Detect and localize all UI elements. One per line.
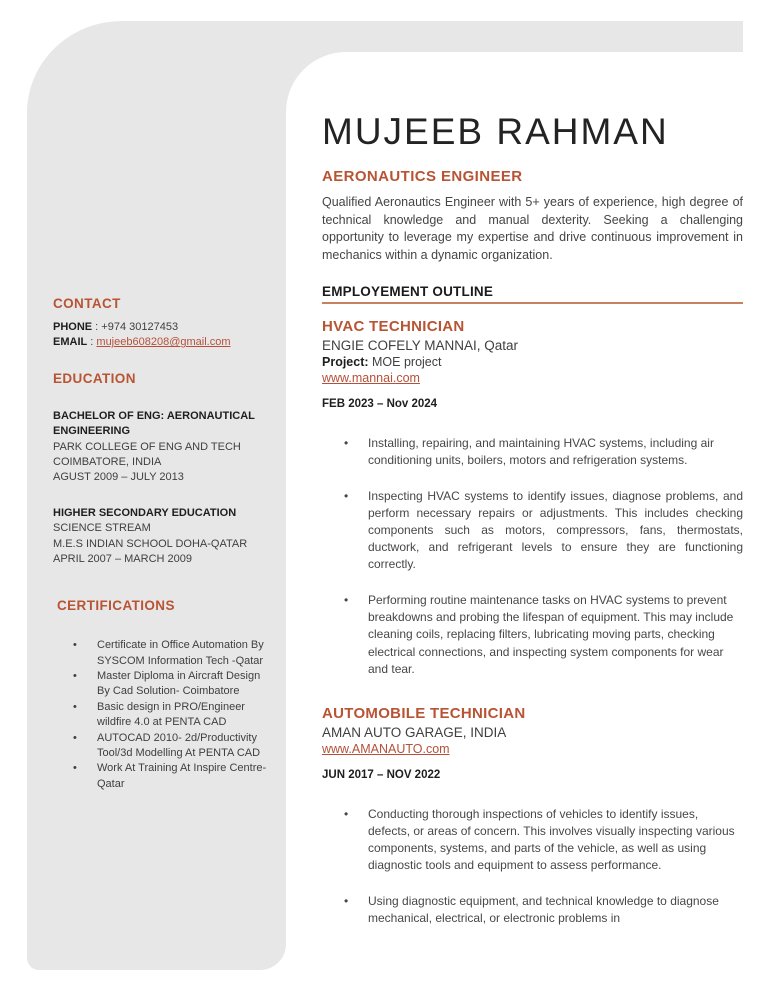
sidebar: [53, 296, 273, 792]
duty-text: Performing routine maintenance tasks on HVAC systems to prevent breakdowns and probing the lifespan of equipment. This may include cleaning coils, replacing filters, lubricating moving parts, checking electrical connections, and inspecting system components for wear and tear.: [368, 593, 734, 676]
phone-value: +974 30127453: [101, 321, 179, 333]
list-item: [53, 761, 273, 792]
page-title: MUJEEB RAHMAN: [322, 111, 669, 152]
education-school: PARK COLLEGE OF ENG AND TECH: [53, 440, 241, 453]
duty-text: Inspecting HVAC systems to identify issues, diagnose problems, and perform necessary repairs or adjustments. This includes checking components such as motors, compressors, fans, thermostats, ductwork, and refrigerant levels to ensure they are functioning correctly.: [368, 489, 743, 572]
duty-text: Conducting thorough inspections of vehicles to identify issues, defects, or areas of concern. This involves visually inspecting various components, systems, and parts of the vehicle, as well as using diagnostic tools and equipment to assess performance.: [368, 806, 735, 872]
list-item: [53, 731, 273, 762]
education-degree: BACHELOR OF ENG: AERONAUTICAL ENGINEERING: [53, 409, 255, 438]
list-item: [322, 806, 743, 874]
certification-text: Basic design in PRO/Engineer wildfire 4.0 at PENTA CAD: [97, 700, 245, 729]
phone-line: [53, 320, 273, 335]
education-stream: SCIENCE STREAM: [53, 522, 151, 535]
list-item: [53, 669, 273, 700]
email-link[interactable]: mujeeb608208@gmail.com: [96, 336, 231, 349]
certifications-heading: CERTIFICATIONS: [57, 598, 175, 614]
list-item: [53, 700, 273, 731]
job-title: AUTOMOBILE TECHNICIAN: [322, 704, 526, 722]
certification-text: Work At Training At Inspire Centre- Qatar: [97, 762, 267, 790]
certification-text: Master Diploma in Aircraft Design By Cad Solution- Coimbatore: [97, 670, 261, 698]
email-label: EMAIL: [53, 336, 88, 349]
bullet-icon: •: [73, 731, 77, 744]
education-heading: EDUCATION: [53, 370, 136, 386]
email-separator: :: [87, 336, 97, 349]
education-entry: [53, 506, 273, 568]
phone-separator: :: [92, 321, 102, 333]
duty-text: Installing, repairing, and maintaining HVAC systems, including air conditioning units, boilers, motors and refrigeration systems.: [368, 436, 714, 468]
job-company: ENGIE COFELY MANNAI, Qatar: [322, 338, 519, 354]
email-line: [53, 335, 273, 350]
contact-heading: CONTACT: [53, 296, 121, 311]
profile-summary: Qualified Aeronautics Engineer with 5+ years of experience, high degree of technical knowledge and manual dexterity. Seeking a challenging opportunity to leverage my expertise and drive continuous improvement in mechanics within a dynamic organization.: [322, 194, 743, 263]
certification-text: Certificate in Office Automation By SYSCOM Information Tech -Qatar: [97, 639, 264, 667]
education-degree: HIGHER SECONDARY EDUCATION: [53, 506, 237, 519]
employment-outline-heading: EMPLOYEMENT OUTLINE: [322, 284, 743, 304]
education-dates: AGUST 2009 – JULY 2013: [53, 471, 184, 484]
list-item: [322, 893, 743, 927]
job-title: HVAC TECHNICIAN: [322, 318, 465, 336]
bullet-icon: •: [73, 639, 77, 652]
job-project-line: [322, 355, 743, 369]
duty-text: Using diagnostic equipment, and technical knowledge to diagnose mechanical, electrical, or electronic problems in: [368, 893, 719, 925]
top-accent-band: [286, 21, 743, 52]
education-entry: [53, 409, 273, 486]
job-duties-list: [322, 435, 743, 677]
job-dates: JUN 2017 – NOV 2022: [322, 768, 441, 781]
job-role-subtitle: AERONAUTICS ENGINEER: [322, 167, 523, 185]
education-location: COIMBATORE, INDIA: [53, 455, 162, 468]
bullet-icon: •: [344, 436, 349, 451]
company-website-link: [322, 742, 743, 756]
job-entry-hvac: [322, 318, 743, 677]
list-item: [322, 592, 743, 677]
project-value: MOE project: [368, 355, 442, 370]
bullet-icon: •: [73, 670, 77, 683]
certifications-list: [53, 638, 273, 792]
contact-block: [53, 320, 273, 351]
phone-label: PHONE: [53, 321, 93, 333]
job-duties-list: [322, 806, 743, 927]
bullet-icon: •: [73, 762, 77, 775]
list-item: [53, 638, 273, 669]
list-item: [322, 488, 743, 573]
certification-text: AUTOCAD 2010- 2d/Productivity Tool/3d Modelling At PENTA CAD: [97, 731, 261, 760]
education-dates: APRIL 2007 – MARCH 2009: [53, 552, 192, 565]
bullet-icon: •: [344, 489, 349, 504]
project-label: Project:: [322, 355, 369, 370]
list-item: [322, 435, 743, 469]
bullet-icon: •: [344, 806, 349, 821]
bullet-icon: •: [344, 593, 349, 608]
bullet-icon: •: [344, 893, 349, 908]
job-entry-automobile: [322, 705, 743, 927]
link-text[interactable]: www.AMANAUTO.com: [322, 741, 450, 756]
main-content: [322, 112, 743, 927]
link-text[interactable]: www.mannai.com: [322, 371, 420, 386]
education-school: M.E.S INDIAN SCHOOL DOHA-QATAR: [53, 537, 248, 550]
bullet-icon: •: [73, 700, 77, 713]
company-website-link: [322, 371, 743, 385]
job-company: AMAN AUTO GARAGE, INDIA: [322, 724, 507, 740]
job-dates: FEB 2023 – Nov 2024: [322, 398, 438, 411]
